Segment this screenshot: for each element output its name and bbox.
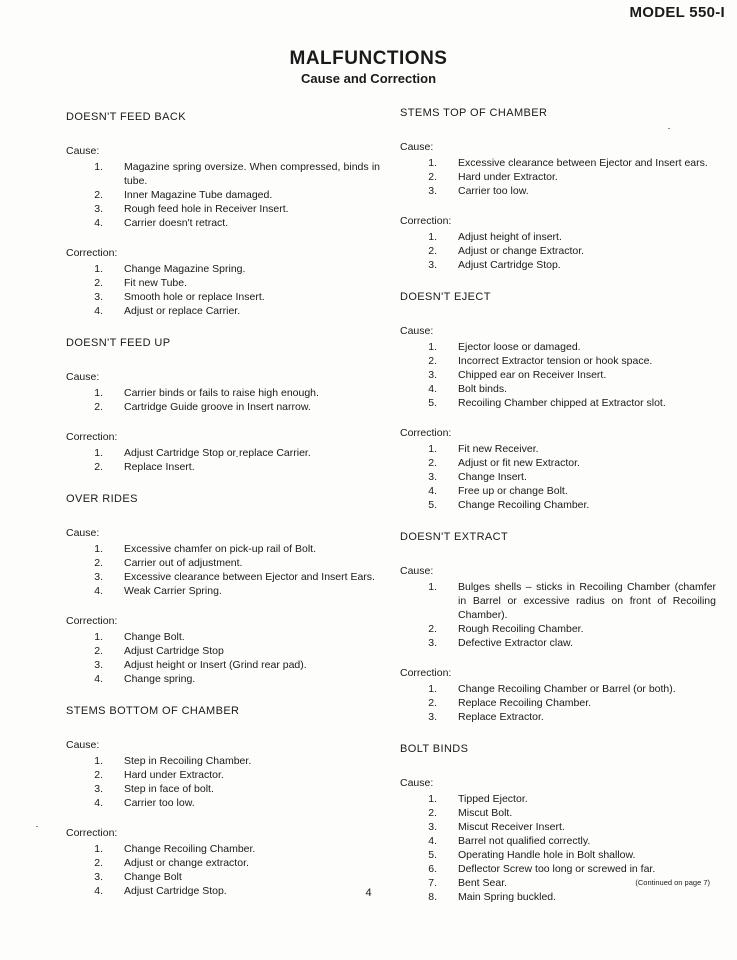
item-number: 2. <box>94 557 103 569</box>
list-item <box>400 792 716 806</box>
list-item <box>66 542 380 556</box>
correction-label: Correction: <box>400 215 452 227</box>
correction-list <box>400 230 716 272</box>
correction-list <box>66 446 380 474</box>
item-text: Bulges shells – sticks in Recoiling Chamber (chamfer in Barrel or excessive radius on front of Recoiling Chamber). <box>458 581 716 621</box>
item-text: Bent Sear. <box>458 877 508 889</box>
list-item <box>400 396 716 410</box>
item-text: Miscut Receiver Insert. <box>458 821 565 833</box>
item-text: Fit new Tube. <box>124 277 188 289</box>
correction-list <box>66 262 380 318</box>
item-text: Replace Recoiling Chamber. <box>458 697 592 709</box>
cause-list <box>66 754 380 810</box>
correction-list <box>400 442 716 512</box>
item-number: 1. <box>428 231 437 243</box>
list-item <box>400 368 716 382</box>
item-number: 2. <box>428 457 437 469</box>
item-number: 2. <box>94 189 103 201</box>
section-heading: STEMS TOP OF CHAMBER <box>400 107 548 119</box>
item-number: 5. <box>428 397 437 409</box>
list-item <box>400 382 716 396</box>
list-item <box>66 782 380 796</box>
item-number: 3. <box>428 369 437 381</box>
list-item <box>66 446 380 460</box>
item-text: Change Recoiling Chamber or Barrel (or both). <box>458 683 676 695</box>
item-text: Chipped ear on Receiver Insert. <box>458 369 607 381</box>
item-number: 2. <box>94 461 103 473</box>
item-number: 3. <box>428 259 437 271</box>
cause-list <box>66 160 380 230</box>
list-item <box>66 768 380 782</box>
cause-list <box>400 340 716 410</box>
list-item <box>66 630 380 644</box>
list-item <box>66 276 380 290</box>
list-item <box>400 848 716 862</box>
item-text: Change Recoiling Chamber. <box>124 843 256 855</box>
item-text: Weak Carrier Spring. <box>124 585 222 597</box>
item-number: 2. <box>428 245 437 257</box>
item-number: 4. <box>94 673 103 685</box>
section-doesnt-feed-up <box>66 336 380 474</box>
item-text: Inner Magazine Tube damaged. <box>124 189 273 201</box>
item-number: 3. <box>428 185 437 197</box>
item-number: 3. <box>428 637 437 649</box>
item-number: 4. <box>94 217 103 229</box>
item-number: 1. <box>428 793 437 805</box>
item-text: Step in Recoiling Chamber. <box>124 755 252 767</box>
item-number: 1. <box>94 387 103 399</box>
item-number: 2. <box>428 807 437 819</box>
section-heading: STEMS BOTTOM OF CHAMBER <box>66 705 240 717</box>
list-item <box>400 862 716 876</box>
correction-list <box>66 630 380 686</box>
item-text: Ejector loose or damaged. <box>458 341 581 353</box>
item-text: Barrel not qualified correctly. <box>458 835 591 847</box>
cause-label: Cause: <box>66 739 100 751</box>
list-item <box>66 658 380 672</box>
item-number: 6. <box>428 863 437 875</box>
list-item <box>66 188 380 202</box>
section-heading: DOESN'T EJECT <box>400 291 491 303</box>
correction-list <box>400 682 716 724</box>
list-item <box>400 470 716 484</box>
list-item <box>400 230 716 244</box>
item-number: 1. <box>428 157 437 169</box>
item-text: Adjust or change extractor. <box>124 857 249 869</box>
item-text: Adjust Cartridge Stop or replace Carrier. <box>124 447 311 459</box>
list-item <box>66 856 380 870</box>
right-column <box>400 106 716 920</box>
item-text: Carrier too low. <box>124 797 195 809</box>
item-text: Main Spring buckled. <box>458 891 557 903</box>
item-text: Defective Extractor claw. <box>458 637 573 649</box>
list-item <box>400 820 716 834</box>
list-item <box>400 498 716 512</box>
list-item <box>66 202 380 216</box>
cause-list <box>66 542 380 598</box>
item-number: 3. <box>428 821 437 833</box>
item-number: 4. <box>428 485 437 497</box>
list-item <box>66 400 380 414</box>
section-heading: BOLT BINDS <box>400 743 469 755</box>
item-text: Change spring. <box>124 673 196 685</box>
item-number: 4. <box>428 835 437 847</box>
cause-label: Cause: <box>66 527 100 539</box>
section-heading: OVER RIDES <box>66 493 138 505</box>
item-text: Excessive clearance between Ejector and Insert Ears. <box>124 571 375 583</box>
section-over-rides <box>66 492 380 686</box>
list-item <box>400 456 716 470</box>
list-item <box>400 682 716 696</box>
list-item <box>400 156 716 170</box>
section-doesnt-feed-back <box>66 110 380 318</box>
list-item <box>66 754 380 768</box>
item-text: Excessive chamfer on pick-up rail of Bolt. <box>124 543 316 555</box>
list-item <box>66 672 380 686</box>
list-item <box>400 580 716 622</box>
item-text: Change Magazine Spring. <box>124 263 246 275</box>
cause-list <box>400 156 716 198</box>
cause-label: Cause: <box>66 145 100 157</box>
correction-label: Correction: <box>66 615 118 627</box>
section-stems-top-of-chamber <box>400 106 716 272</box>
list-item <box>400 834 716 848</box>
item-text: Change Recoiling Chamber. <box>458 499 590 511</box>
cause-list <box>400 580 716 650</box>
item-number: 2. <box>94 769 103 781</box>
correction-label: Correction: <box>66 247 118 259</box>
item-number: 2. <box>428 355 437 367</box>
correction-label: Correction: <box>66 827 118 839</box>
cause-label: Cause: <box>400 325 434 337</box>
item-number: 1. <box>428 341 437 353</box>
cause-label: Cause: <box>400 565 434 577</box>
item-number: 1. <box>428 581 437 593</box>
list-item <box>400 244 716 258</box>
item-text: Recoiling Chamber chipped at Extractor slot. <box>458 397 666 409</box>
continued-note: (Continued on page 7) <box>635 878 710 887</box>
item-number: 4. <box>428 383 437 395</box>
item-number: 3. <box>94 783 103 795</box>
section-heading: DOESN'T EXTRACT <box>400 531 509 543</box>
item-text: Free up or change Bolt. <box>458 485 568 497</box>
item-number: 2. <box>428 623 437 635</box>
list-item <box>66 290 380 304</box>
item-number: 5. <box>428 499 437 511</box>
item-number: 2. <box>94 645 103 657</box>
item-text: Rough feed hole in Receiver Insert. <box>124 203 289 215</box>
list-item <box>66 870 380 884</box>
page-number: 4 <box>365 887 372 899</box>
item-text: Tipped Ejector. <box>458 793 528 805</box>
item-text: Rough Recoiling Chamber. <box>458 623 584 635</box>
item-text: Carrier binds or fails to raise high enough. <box>124 387 319 399</box>
item-text: Change Insert. <box>458 471 527 483</box>
item-text: Carrier too low. <box>458 185 529 197</box>
section-doesnt-extract <box>400 530 716 724</box>
left-column <box>66 110 380 914</box>
cause-list <box>66 386 380 414</box>
item-number: 3. <box>428 471 437 483</box>
cause-label: Cause: <box>400 141 434 153</box>
correction-label: Correction: <box>400 427 452 439</box>
item-text: Operating Handle hole in Bolt shallow. <box>458 849 636 861</box>
item-text: Adjust or replace Carrier. <box>124 305 241 317</box>
item-number: 7. <box>428 877 437 889</box>
item-text: Carrier doesn't retract. <box>124 217 229 229</box>
section-stems-bottom-of-chamber <box>66 704 380 898</box>
item-text: Incorrect Extractor tension or hook space. <box>458 355 653 367</box>
model-label: MODEL 550-I <box>629 4 725 21</box>
item-number: 1. <box>94 543 103 555</box>
item-number: 1. <box>428 443 437 455</box>
item-number: 1. <box>94 755 103 767</box>
item-text: Hard under Extractor. <box>458 171 558 183</box>
list-item <box>400 340 716 354</box>
page-subtitle: Cause and Correction <box>300 71 437 86</box>
item-number: 2. <box>94 857 103 869</box>
list-item <box>400 484 716 498</box>
item-text: Hard under Extractor. <box>124 769 224 781</box>
item-text: Change Bolt <box>124 871 182 883</box>
item-number: 1. <box>94 843 103 855</box>
item-number: 3. <box>94 203 103 215</box>
item-text: Magazine spring oversize. When compressed, binds in tube. <box>124 161 380 187</box>
item-number: 8. <box>428 891 437 903</box>
item-number: 1. <box>94 631 103 643</box>
item-text: Bolt binds. <box>458 383 508 395</box>
list-item <box>66 570 380 584</box>
item-text: Replace Insert. <box>124 461 195 473</box>
item-text: Smooth hole or replace Insert. <box>124 291 265 303</box>
list-item <box>66 460 380 474</box>
item-number: 4. <box>94 797 103 809</box>
item-number: 1. <box>94 447 103 459</box>
item-number: 2. <box>94 401 103 413</box>
speck <box>36 826 38 827</box>
list-item <box>400 806 716 820</box>
list-item <box>400 354 716 368</box>
item-text: Change Bolt. <box>124 631 185 643</box>
item-text: Fit new Receiver. <box>458 443 539 455</box>
list-item <box>400 696 716 710</box>
section-doesnt-eject <box>400 290 716 512</box>
item-number: 4. <box>94 585 103 597</box>
cause-label: Cause: <box>400 777 434 789</box>
item-text: Adjust Cartridge Stop. <box>124 885 227 897</box>
list-item <box>400 636 716 650</box>
list-item <box>400 442 716 456</box>
list-item <box>66 842 380 856</box>
list-item <box>66 584 380 598</box>
correction-label: Correction: <box>400 667 452 679</box>
item-number: 3. <box>428 711 437 723</box>
item-number: 2. <box>428 171 437 183</box>
item-number: 2. <box>94 277 103 289</box>
page-title: MALFUNCTIONS <box>289 48 448 69</box>
item-number: 4. <box>94 305 103 317</box>
item-text: Cartridge Guide groove in Insert narrow. <box>124 401 311 413</box>
item-number: 1. <box>94 161 103 173</box>
list-item <box>66 160 380 188</box>
item-text: Excessive clearance between Ejector and Insert ears. <box>458 157 708 169</box>
item-number: 5. <box>428 849 437 861</box>
item-number: 3. <box>94 291 103 303</box>
list-item <box>400 258 716 272</box>
item-number: 2. <box>428 697 437 709</box>
list-item <box>66 556 380 570</box>
item-text: Adjust height or Insert (Grind rear pad). <box>124 659 307 671</box>
item-number: 1. <box>428 683 437 695</box>
list-item <box>400 710 716 724</box>
section-heading: DOESN'T FEED BACK <box>66 111 186 123</box>
cause-label: Cause: <box>66 371 100 383</box>
list-item <box>400 184 716 198</box>
item-text: Carrier out of adjustment. <box>124 557 243 569</box>
item-text: Replace Extractor. <box>458 711 544 723</box>
item-text: Adjust Cartridge Stop. <box>458 259 561 271</box>
section-heading: DOESN'T FEED UP <box>66 337 171 349</box>
item-number: 3. <box>94 659 103 671</box>
list-item <box>400 170 716 184</box>
list-item <box>400 622 716 636</box>
item-text: Miscut Bolt. <box>458 807 513 819</box>
item-number: 4. <box>94 885 103 897</box>
item-number: 1. <box>94 263 103 275</box>
item-number: 3. <box>94 871 103 883</box>
list-item <box>66 796 380 810</box>
list-item <box>66 386 380 400</box>
item-text: Deflector Screw too long or screwed in far. <box>458 863 656 875</box>
item-text: Adjust or change Extractor. <box>458 245 585 257</box>
item-text: Adjust or fit new Extractor. <box>458 457 580 469</box>
item-text: Adjust Cartridge Stop <box>124 645 224 657</box>
correction-label: Correction: <box>66 431 118 443</box>
list-item <box>66 644 380 658</box>
item-number: 3. <box>94 571 103 583</box>
item-text: Adjust height of insert. <box>458 231 562 243</box>
item-text: Step in face of bolt. <box>124 783 214 795</box>
list-item <box>66 216 380 230</box>
list-item <box>66 262 380 276</box>
list-item <box>66 304 380 318</box>
